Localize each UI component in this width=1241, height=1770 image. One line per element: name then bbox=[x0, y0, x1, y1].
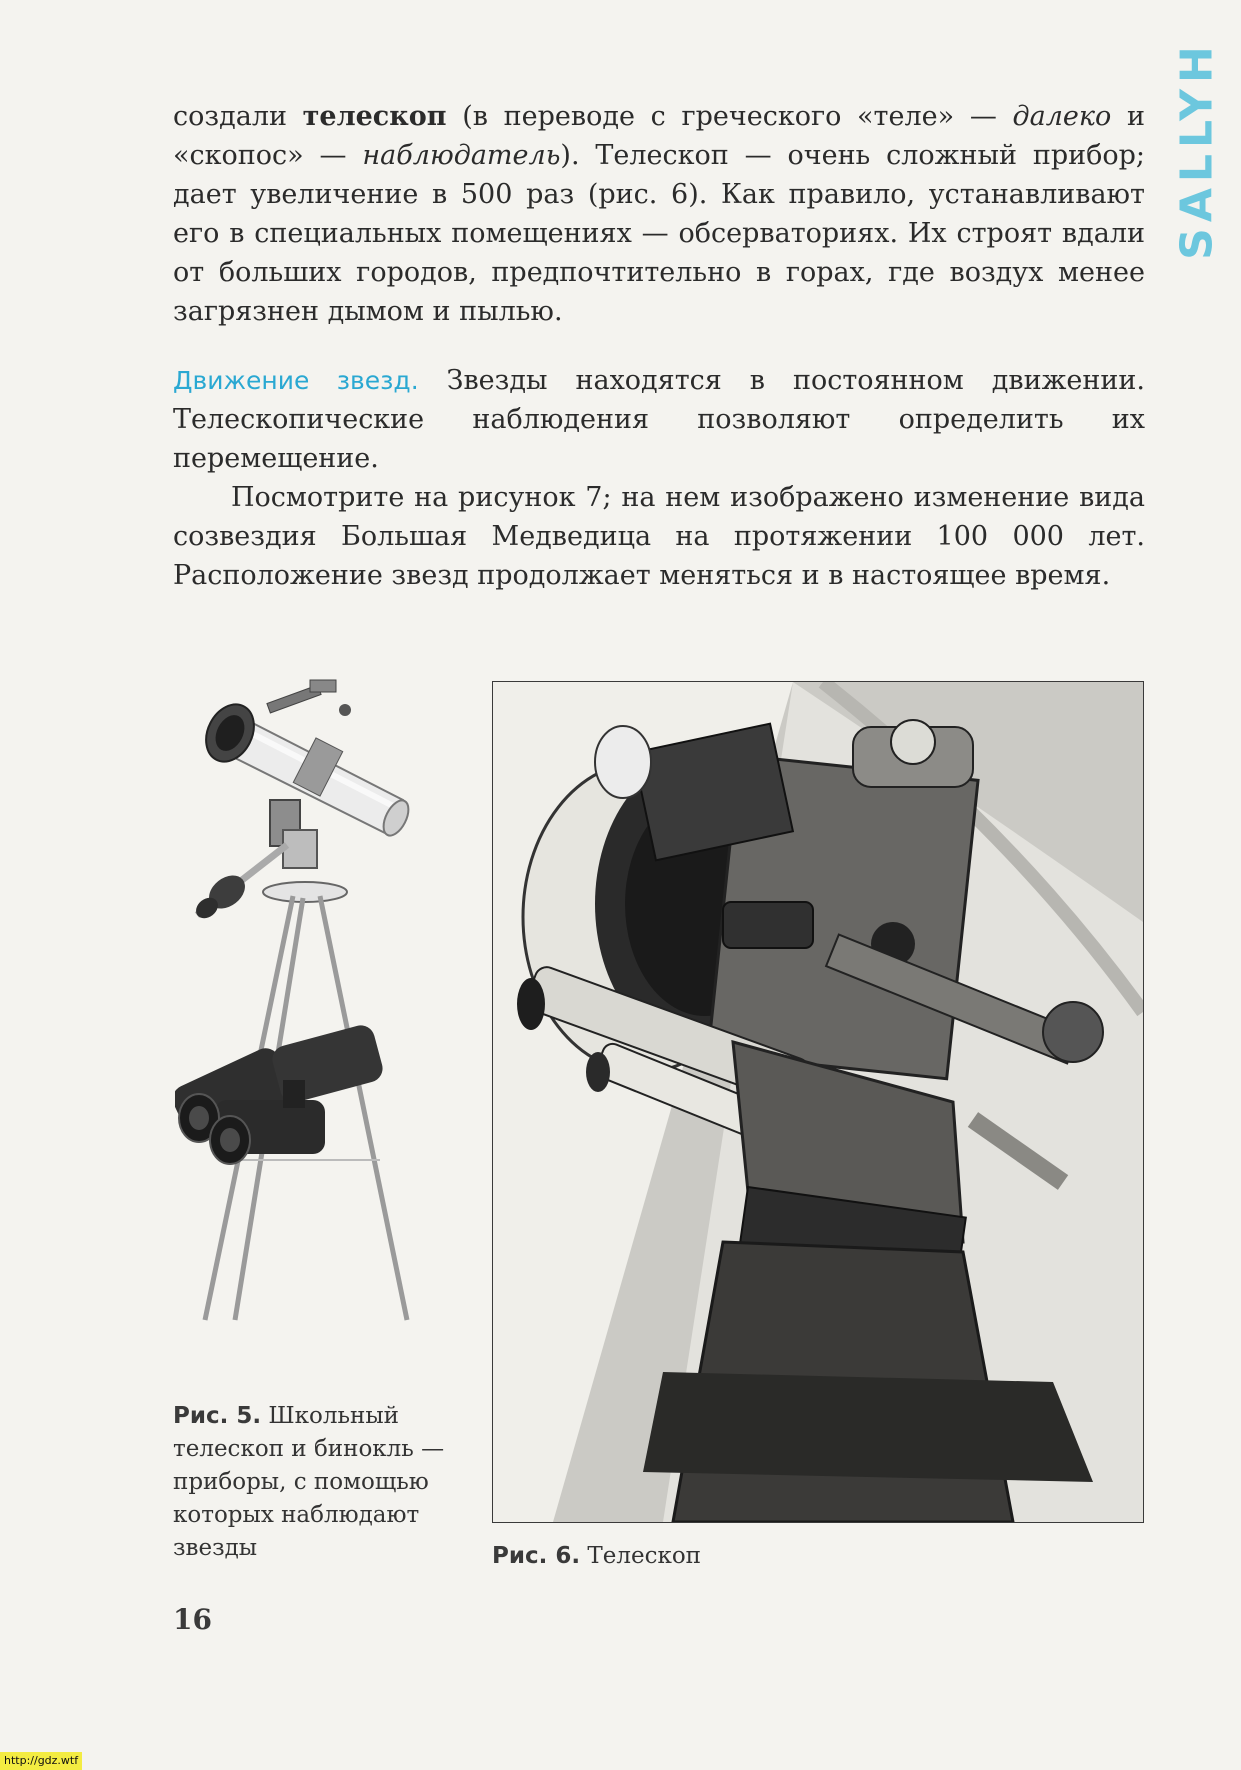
page-number: 16 bbox=[173, 1603, 212, 1636]
caption-label: Рис. 6. bbox=[492, 1543, 581, 1569]
caption-text: Школьный телескоп и бинокль — приборы, с помощью которых наблюдают звезды bbox=[173, 1403, 445, 1561]
side-label bbox=[1167, 20, 1227, 280]
telescope-tube bbox=[197, 680, 414, 839]
text-run: (в переводе с греческого «теле» — bbox=[446, 101, 1013, 132]
figure-5-telescope-binoculars bbox=[175, 670, 450, 1380]
section-heading: Движение звезд. bbox=[173, 366, 419, 395]
paragraph-big-dipper bbox=[173, 478, 1145, 595]
paragraph-star-motion bbox=[173, 361, 1145, 478]
text-run: Звезды находятся в постоянном движении. Телескопические наблюдения позволяют определить их перемещение. bbox=[173, 365, 1145, 474]
term-telescope: телескоп bbox=[302, 101, 447, 132]
figure-5-caption bbox=[173, 1400, 458, 1565]
term-observer: наблюдатель bbox=[362, 140, 561, 171]
site-link[interactable]: http://gdz.wtf bbox=[0, 1752, 82, 1770]
text-run: Посмотрите на рисунок 7; на нем изображено изменение вида созвездия Большая Медведица на протяжении 100 000 лет. Расположение звезд продолжает меняться и в настоящее время. bbox=[173, 482, 1145, 591]
caption-label: Рис. 5. bbox=[173, 1403, 262, 1429]
side-label-text: SALLYH bbox=[1171, 40, 1223, 260]
caption-text: Телескоп bbox=[580, 1543, 702, 1569]
term-far: далеко bbox=[1012, 101, 1112, 132]
figure-6-caption bbox=[492, 1540, 892, 1573]
figure-6-observatory-telescope bbox=[493, 682, 1143, 1522]
text-run: ). Телескоп — очень сложный прибор; дает увеличение в 500 раз (рис. 6). Как правило, устанавливают его в специальных помещениях — обсерваториях. Их строят вдали от больших городов, предпочтительно в горах, где воздух менее загрязнен дымом и пылью. bbox=[173, 140, 1145, 327]
text-run: создали bbox=[173, 101, 303, 132]
text-run: и «скопос» — bbox=[173, 101, 1145, 171]
figure-6-photo-frame bbox=[492, 681, 1144, 1523]
paragraph-telescope bbox=[173, 97, 1145, 331]
